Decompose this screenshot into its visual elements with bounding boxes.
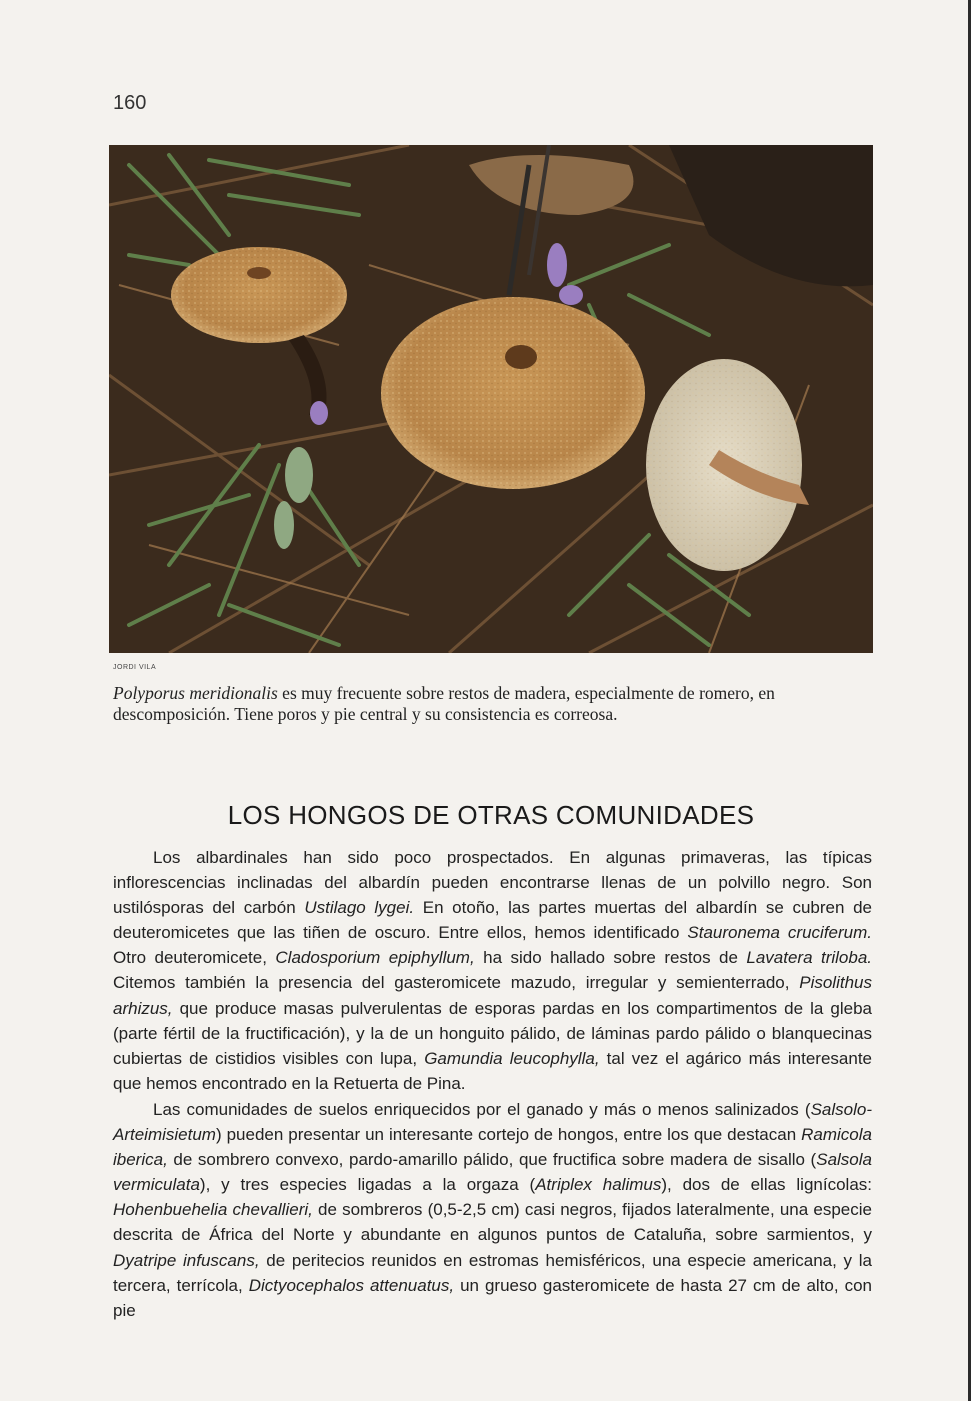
body-text [113, 845, 872, 1324]
photo-credit: JORDI VILA [113, 664, 157, 671]
paragraph: Los albardinales han sido poco prospectados. En algunas primaveras, las típicas inflorescencias inclinadas del albardín pueden encontrarse llenas de un polvillo negro. Son ustilósporas del carbón Ustilago lygei. En otoño, las partes muertas del albardín se cubren de deuteromicetes que las tiñen de oscuro. Entre ellos, hemos identificado Stauronema cruciferum. Otro deuteromicete, Cladosporium epiphyllum, ha sido hallado sobre restos de Lavatera triloba. Citemos también la presencia del gasteromicete mazudo, irregular y semienterrado, Pisolithus arhizus, que produce masas pulverulentas de esporas pardas en los compartimentos de la gleba (parte fértil de la fructificación), y la de un honguito pálido, de láminas pardo pálido o blanquecinas cubiertas de cistidios visibles con lupa, Gamundia leucophylla, tal vez el agárico más interesante que hemos encontrado en la Retuerta de Pina. [113, 848, 873, 1093]
caption-species: Polyporus meridionalis [113, 683, 278, 703]
section-title: LOS HONGOS DE OTRAS COMUNIDADES [227, 800, 755, 830]
mushroom-photo [109, 145, 873, 653]
page-number: 160 [113, 92, 147, 114]
caption-text: es muy frecuente sobre restos de madera, especialmente de romero, en descomposición. Tiene poros y pie central y su consistencia es correosa. [113, 683, 775, 724]
paragraph: Las comunidades de suelos enriquecidos por el ganado y más o menos salinizados (Salsolo-Arteimisietum) pueden presentar un interesante cortejo de hongos, entre los que destacan Ramicola iberica, de sombrero convexo, pardo-amarillo pálido, que fructifica sobre madera de sisallo (Salsola vermiculata), y tres especies ligadas a la orgaza (Atriplex halimus), dos de ellas lignícolas: Hohenbuehelia chevallieri, de sombreros (0,5-2,5 cm) casi negros, fijados lateralmente, una especie descrita de África del Norte y abundante en algunos puntos de Cataluña, sobre sarmientos, y Dyatripe infuscans, de peritecios reunidos en estromas hemisféricos, una especie americana, y la tercera, terrícola, Dictyocephalos attenuatus, un grueso gasteromicete de hasta 27 cm de alto, con pie [113, 1099, 872, 1320]
figure-caption [113, 683, 873, 725]
